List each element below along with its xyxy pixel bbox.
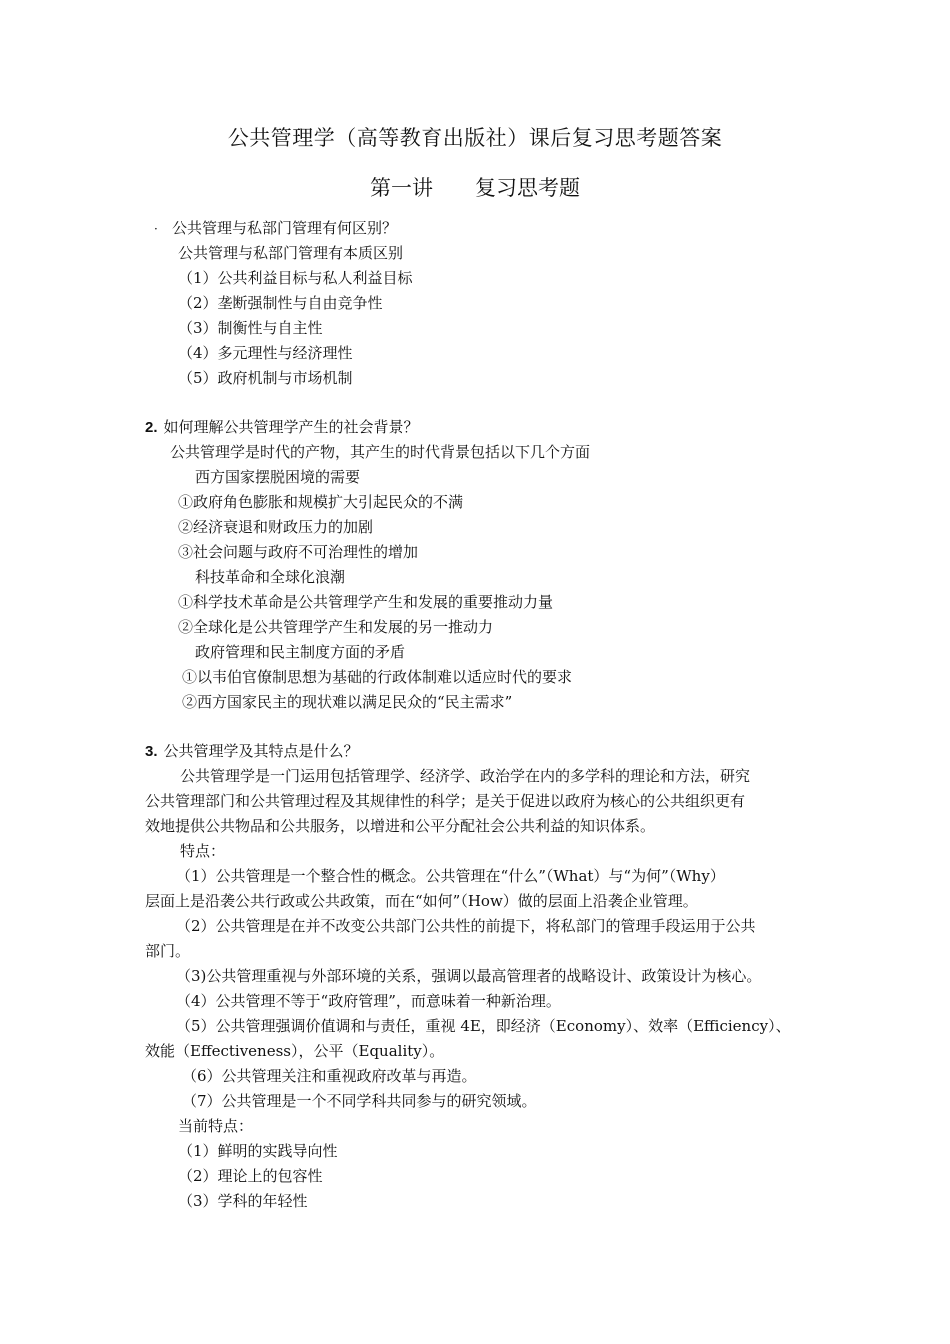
q1-item: （2）垄断强制性与自由竞争性 xyxy=(178,294,383,312)
q3-line: 公共管理学是一门运用包括管理学、经济学、政治学在内的多学科的理论和方法，研究 xyxy=(180,767,751,785)
q3-line: 层面上是沿袭公共行政或公共政策，而在“如何”（How）做的层面上沿袭企业管理。 xyxy=(145,892,698,910)
q1-answer: 公共管理与私部门管理有本质区别 xyxy=(178,244,404,262)
q3-question: 公共管理学及其特点是什么？ xyxy=(163,742,359,760)
q2-line: ③社会问题与政府不可治理性的增加 xyxy=(178,543,419,561)
q1-item: （4）多元理性与经济理性 xyxy=(178,344,353,362)
q3-line: （1）鲜明的实践导向性 xyxy=(178,1142,338,1160)
q2-line: ②全球化是公共管理学产生和发展的另一推动力 xyxy=(178,618,494,636)
q3-line: （5）公共管理强调价值调和与责任，重视 4E，即经济（Economy）、效率（Efficiency）、 xyxy=(176,1017,791,1035)
q2-line: 政府管理和民主制度方面的矛盾 xyxy=(195,643,406,661)
q3-line: （4）公共管理不等于“政府管理”，而意味着一种新治理。 xyxy=(176,992,561,1010)
q2-line: 公共管理学是时代的产物，其产生的时代背景包括以下几个方面 xyxy=(170,443,591,461)
q2-line: ②西方国家民主的现状难以满足民众的“民主需求” xyxy=(182,693,513,711)
q2-number: 2. xyxy=(145,419,158,436)
q1-item: （3）制衡性与自主性 xyxy=(178,319,323,337)
q2-line: ②经济衰退和财政压力的加剧 xyxy=(178,518,374,536)
q1-item: （1）公共利益目标与私人利益目标 xyxy=(178,269,413,287)
q1-item: （5）政府机制与市场机制 xyxy=(178,369,353,387)
q3-number: 3. xyxy=(145,743,158,760)
lecture-heading xyxy=(0,172,950,202)
q2-question: 如何理解公共管理学产生的社会背景？ xyxy=(163,418,419,436)
q3-line: 当前特点： xyxy=(178,1117,254,1135)
lecture-title: 复习思考题 xyxy=(475,176,580,200)
q3-line: （2）公共管理是在并不改变公共部门公共性的前提下，将私部门的管理手段运用于公共 xyxy=(176,917,756,935)
q2-line: ①以韦伯官僚制思想为基础的行政体制难以适应时代的要求 xyxy=(182,668,573,686)
q2-heading xyxy=(145,417,419,438)
q3-line: （1）公共管理是一个整合性的概念。公共管理在“什么”（What）与“为何”（Why） xyxy=(176,867,725,885)
q2-line: ①政府角色膨胀和规模扩大引起民众的不满 xyxy=(178,493,464,511)
q1-question: 公共管理与私部门管理有何区别？ xyxy=(172,219,398,237)
q3-heading xyxy=(145,741,359,762)
lecture-label: 第一讲 xyxy=(370,176,433,200)
q3-line: 特点： xyxy=(180,842,226,860)
q1-bullet: · xyxy=(154,222,158,236)
q3-line: （7）公共管理是一个不同学科共同参与的研究领域。 xyxy=(182,1092,537,1110)
q3-line: （6）公共管理关注和重视政府改革与再造。 xyxy=(182,1067,477,1085)
q3-line: （2）理论上的包容性 xyxy=(178,1167,323,1185)
q3-line: （3）学科的年轻性 xyxy=(178,1192,308,1210)
q2-line: 科技革命和全球化浪潮 xyxy=(195,568,346,586)
q3-line: 效能（Effectiveness），公平（Equality）。 xyxy=(145,1042,445,1060)
q2-line: ①科学技术革命是公共管理学产生和发展的重要推动力量 xyxy=(178,593,554,611)
document-title: 公共管理学（高等教育出版社）课后复习思考题答案 xyxy=(227,126,723,150)
q3-line: 部门。 xyxy=(145,942,191,960)
q3-line: 公共管理部门和公共管理过程及其规律性的科学；是关于促进以政府为核心的公共组织更有 xyxy=(145,792,746,810)
q2-line: 西方国家摆脱困境的需要 xyxy=(195,468,361,486)
q3-line: 效地提供公共物品和公共服务，以增进和公平分配社会公共利益的知识体系。 xyxy=(145,817,656,835)
q3-line: （3)公共管理重视与外部环境的关系，强调以最高管理者的战略设计、政策设计为核心。 xyxy=(176,967,762,985)
